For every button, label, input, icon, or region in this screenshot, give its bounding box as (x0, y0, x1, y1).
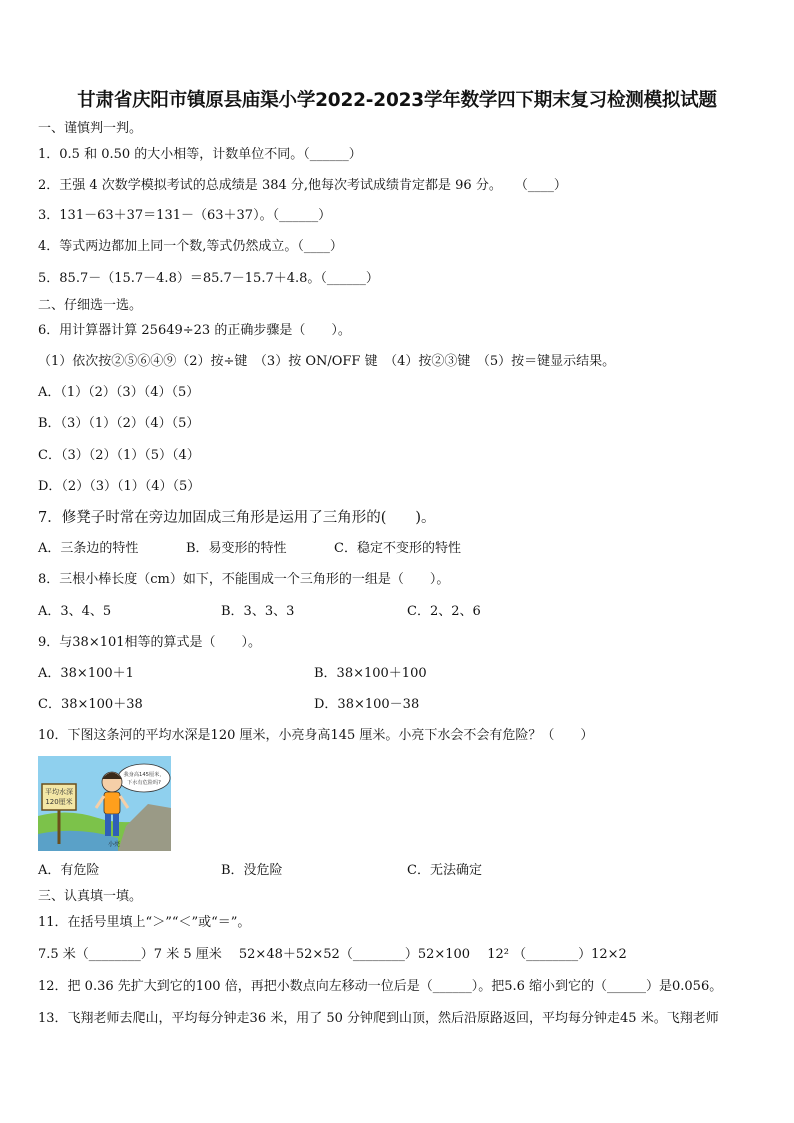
question-9-option-a: A．38×100＋1 (38, 666, 134, 681)
question-6-option-a: A．（1）（2）（3）（4）（5） (38, 385, 200, 400)
bubble-text-1: 我身高145厘米， (123, 772, 165, 778)
sign-text-2: 120厘米 (45, 798, 73, 806)
river-illustration (38, 756, 171, 851)
question-9-option-c: C．38×100＋38 (38, 697, 143, 712)
question-9-option-d: D．38×100－38 (314, 697, 420, 712)
section-heading-2: 二、仔细选一选。 (38, 298, 143, 313)
question-8-option-c: C．2、2、6 (407, 604, 481, 619)
question-13: 13．飞翔老师去爬山，平均每分钟走36 米，用了 50 分钟爬到山顶，然后沿原路返回，平均每分钟走45 米。飞翔老师 (38, 1011, 719, 1026)
section-heading-1: 一、谨慎判一判。 (38, 121, 143, 136)
question-8-stem: 8．三根小棒长度（cm）如下，不能围成一个三角形的一组是（ ）。 (38, 572, 450, 587)
question-7-option-c: C．稳定不变形的特性 (334, 541, 461, 556)
section-heading-3: 三、认真填一填。 (38, 889, 143, 904)
question-7-option-a: A．三条边的特性 (38, 541, 139, 556)
question-6-stem: 6．用计算器计算 25649÷23 的正确步骤是（ ）。 (38, 323, 351, 338)
question-8-option-b: B．3、3、3 (221, 604, 295, 619)
page-title: 甘肃省庆阳市镇原县庙渠小学2022-2023学年数学四下期末复习检测模拟试题 (77, 90, 717, 111)
question-10-option-b: B．没危险 (221, 863, 283, 878)
question-6-option-b: B．（3）（1）（2）（4）（5） (38, 416, 200, 431)
character-name: 小亮 (107, 841, 121, 848)
question-10-stem: 10．下图这条河的平均水深是120 厘米，小亮身高145 厘米。小亮下水会不会有危险？（ ） (38, 728, 594, 743)
question-6-option-c: C．（3）（2）（1）（5）（4） (38, 448, 200, 463)
question-2: 2．王强 4 次数学模拟考试的总成绩是 384 分,他每次考试成绩肯定都是 96 分。 （____） (38, 178, 567, 193)
question-7-option-b: B．易变形的特性 (186, 541, 287, 556)
question-4: 4．等式两边都加上同一个数,等式仍然成立。（____） (38, 239, 343, 254)
question-6-steps: （1）依次按②⑤⑥④⑨（2）按÷键 （3）按 ON/OFF 键 （4）按②③键 （5）按＝键显示结果。 (38, 354, 616, 369)
question-9-stem: 9．与38×101相等的算式是（ ）。 (38, 635, 262, 650)
question-3: 3．131－63＋37＝131－（63＋37）。（______） (38, 208, 332, 223)
question-9-option-b: B．38×100＋100 (314, 666, 427, 681)
question-6-option-d: D．（2）（3）（1）（4）（5） (38, 479, 201, 494)
question-12: 12．把 0.36 先扩大到它的100 倍，再把小数点向左移动一位后是（______）。把5.6 缩小到它的（______）是0.056。 (38, 979, 723, 994)
bubble-text-2: 下水有危险吗? (127, 780, 161, 786)
question-5: 5．85.7－（15.7－4.8）＝85.7－15.7＋4.8。（______） (38, 271, 379, 286)
question-7-stem: 7．修凳子时常在旁边加固成三角形是运用了三角形的( )。 (38, 510, 436, 526)
question-8-option-a: A．3、4、5 (38, 604, 112, 619)
question-10-option-c: C．无法确定 (407, 863, 482, 878)
question-1: 1．0.5 和 0.50 的大小相等，计数单位不同。（______） (38, 147, 362, 162)
sign-text-1: 平均水深 (45, 788, 73, 796)
question-10-option-a: A．有危险 (38, 863, 100, 878)
question-11-line: 7.5 米（________）7 米 5 厘米 52×48＋52×52（________）52×100 12² （________）12×2 (38, 947, 627, 962)
question-11-stem: 11．在括号里填上“＞”“＜”或“＝”。 (38, 915, 251, 930)
